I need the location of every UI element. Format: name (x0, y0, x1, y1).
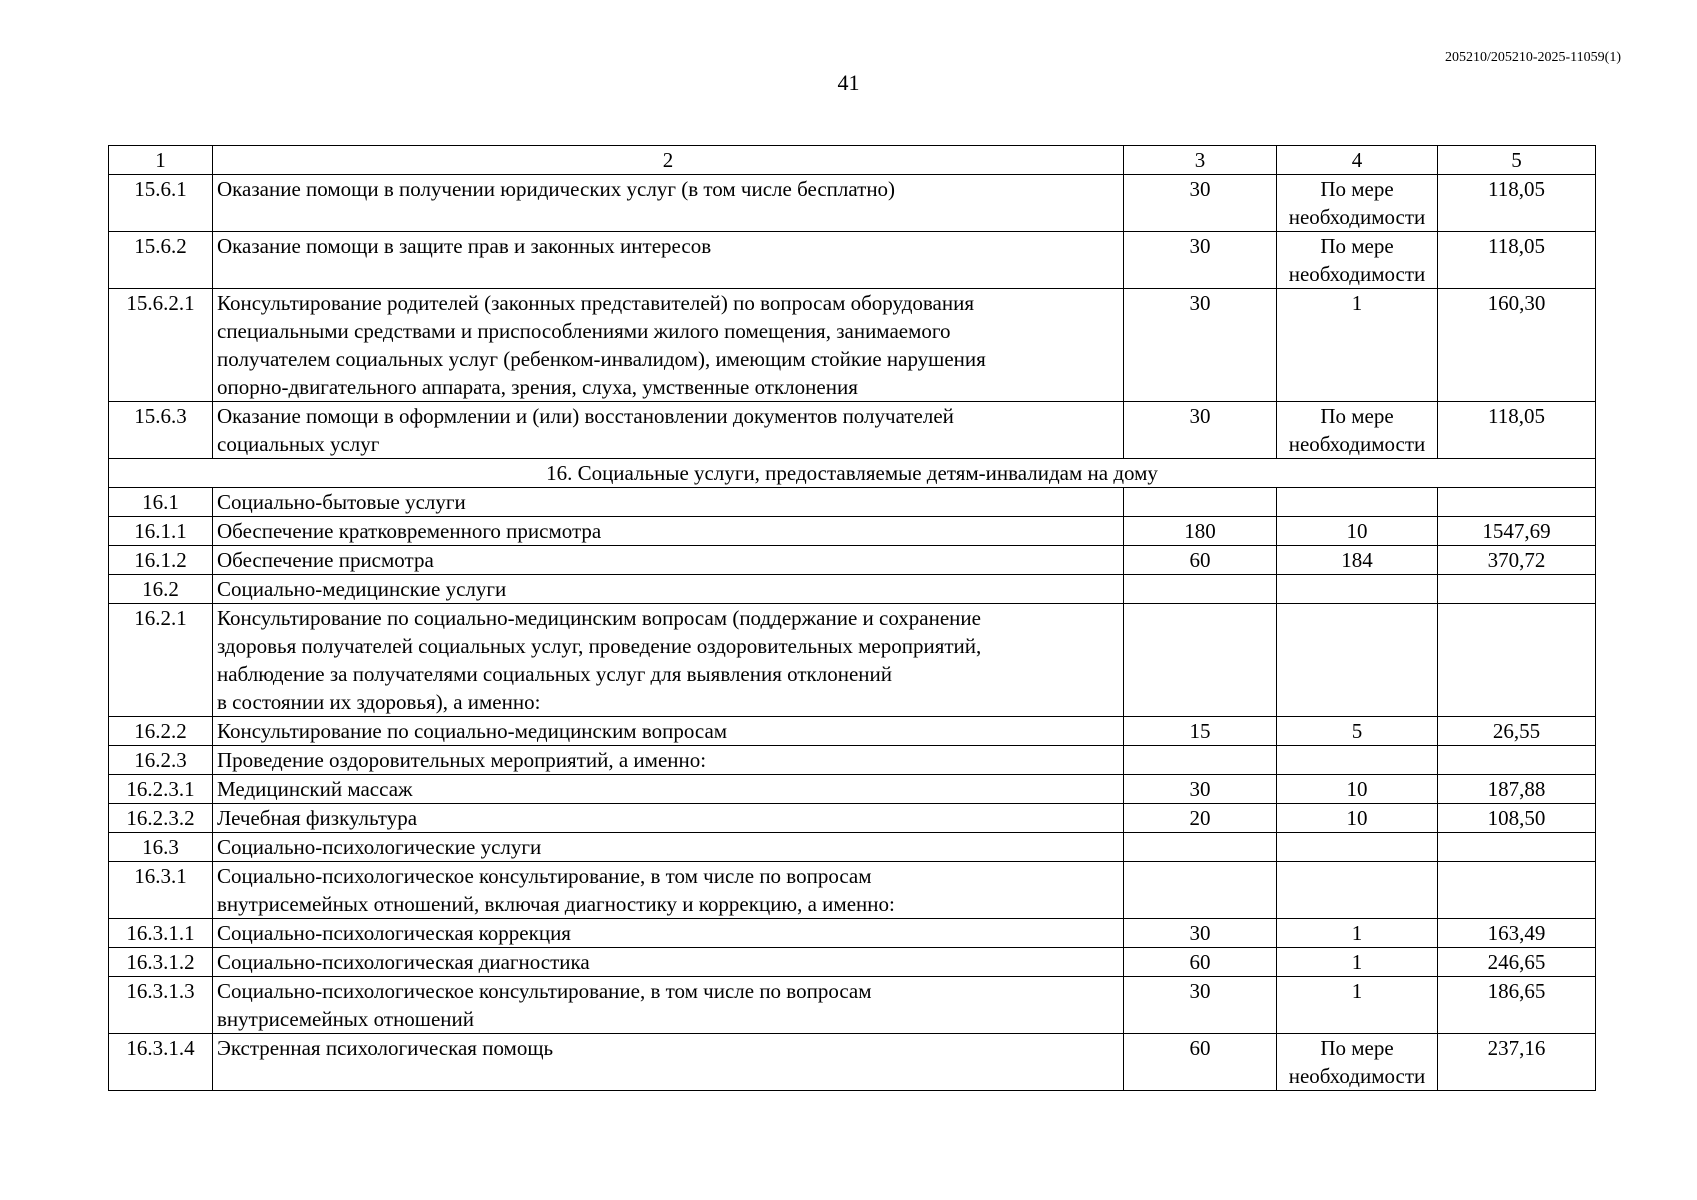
column-header-1: 1 (109, 146, 213, 175)
service-frequency-line: необходимости (1288, 205, 1426, 229)
service-name-line: здоровья получателей социальных услуг, проведение оздоровительных мероприятий, (217, 634, 982, 658)
table-row (109, 862, 1596, 919)
service-frequency-line: 10 (1346, 777, 1368, 801)
service-name-line: специальными средствами и приспособлениями жилого помещения, занимаемого (217, 319, 951, 343)
service-code: 15.6.2 (109, 232, 213, 289)
service-time (1124, 488, 1277, 517)
service-frequency (1277, 575, 1438, 604)
service-frequency (1277, 977, 1438, 1034)
service-time: 60 (1124, 1034, 1277, 1091)
service-name-line: Обеспечение кратковременного присмотра (217, 519, 602, 543)
services-table (108, 145, 1596, 1091)
service-name-line: Социально-психологические услуги (217, 835, 542, 859)
service-name-line: внутрисемейных отношений, включая диагностику и коррекцию, а именно: (217, 892, 895, 916)
service-name-line: Консультирование родителей (законных представителей) по вопросам оборудования (217, 291, 974, 315)
service-frequency (1277, 948, 1438, 977)
table-body (109, 146, 1596, 1091)
service-name (213, 175, 1124, 232)
column-header-4: 4 (1277, 146, 1438, 175)
service-time: 30 (1124, 977, 1277, 1034)
service-name (213, 833, 1124, 862)
service-code: 16.2.3.1 (109, 775, 213, 804)
service-code: 16.2.1 (109, 604, 213, 717)
service-frequency-line: 5 (1351, 719, 1363, 743)
service-price: 108,50 (1438, 804, 1596, 833)
service-frequency-line: 10 (1346, 519, 1368, 543)
service-time (1124, 746, 1277, 775)
service-frequency (1277, 804, 1438, 833)
service-name (213, 289, 1124, 402)
service-time: 30 (1124, 289, 1277, 402)
service-price: 118,05 (1438, 232, 1596, 289)
service-name (213, 402, 1124, 459)
service-time: 20 (1124, 804, 1277, 833)
service-frequency (1277, 1034, 1438, 1091)
service-price (1438, 604, 1596, 717)
service-name (213, 717, 1124, 746)
service-name-line: Медицинский массаж (217, 777, 413, 801)
service-frequency (1277, 488, 1438, 517)
table-row (109, 488, 1596, 517)
service-code: 16.3.1.2 (109, 948, 213, 977)
service-name-line: Социально-психологическое консультирование, в том числе по вопросам (217, 864, 872, 888)
service-price: 370,72 (1438, 546, 1596, 575)
service-frequency-line: По мере (1320, 177, 1394, 201)
table-row (109, 919, 1596, 948)
service-name (213, 232, 1124, 289)
service-name-line: Обеспечение присмотра (217, 548, 434, 572)
service-name (213, 977, 1124, 1034)
service-price (1438, 833, 1596, 862)
service-code: 16.2.3 (109, 746, 213, 775)
service-frequency (1277, 746, 1438, 775)
service-price (1438, 746, 1596, 775)
service-name-line: Оказание помощи в защите прав и законных интересов (217, 234, 712, 258)
table-row (109, 232, 1596, 289)
service-name-line: Консультирование по социально-медицинским вопросам (217, 719, 728, 743)
service-frequency-line: 10 (1346, 806, 1368, 830)
service-name-line: Проведение оздоровительных мероприятий, а именно: (217, 748, 707, 772)
service-code: 16.2.2 (109, 717, 213, 746)
service-name (213, 746, 1124, 775)
service-frequency (1277, 604, 1438, 717)
service-time (1124, 862, 1277, 919)
service-name-line: получателем социальных услуг (ребенком-инвалидом), имеющим стойкие нарушения (217, 347, 986, 371)
service-frequency-line: 1 (1351, 921, 1363, 945)
table-row (109, 402, 1596, 459)
service-frequency-line: необходимости (1288, 1064, 1426, 1088)
service-price: 237,16 (1438, 1034, 1596, 1091)
service-name-line: Социально-медицинские услуги (217, 577, 507, 601)
service-code: 16.3.1 (109, 862, 213, 919)
service-code: 16.3.1.1 (109, 919, 213, 948)
service-frequency-line: необходимости (1288, 432, 1426, 456)
table-row (109, 833, 1596, 862)
service-time: 60 (1124, 546, 1277, 575)
service-name (213, 546, 1124, 575)
service-code: 16.3.1.3 (109, 977, 213, 1034)
column-header-5: 5 (1438, 146, 1596, 175)
service-frequency-line: 1 (1351, 291, 1363, 315)
service-frequency (1277, 919, 1438, 948)
service-code: 16.1.2 (109, 546, 213, 575)
table-row (109, 775, 1596, 804)
service-name (213, 804, 1124, 833)
table-row (109, 977, 1596, 1034)
service-frequency-line: 1 (1351, 979, 1363, 1003)
service-frequency (1277, 833, 1438, 862)
service-name-line: социальных услуг (217, 432, 380, 456)
service-name (213, 948, 1124, 977)
service-name-line: в состоянии их здоровья), а именно: (217, 690, 541, 714)
service-name-line: Социально-психологическая коррекция (217, 921, 571, 945)
service-name-line: Лечебная физкультура (217, 806, 418, 830)
service-time: 60 (1124, 948, 1277, 977)
service-frequency (1277, 517, 1438, 546)
service-time (1124, 833, 1277, 862)
service-frequency (1277, 775, 1438, 804)
service-time: 30 (1124, 175, 1277, 232)
service-frequency-line: По мере (1320, 404, 1394, 428)
service-name-line: Социально-психологическая диагностика (217, 950, 590, 974)
service-price: 186,65 (1438, 977, 1596, 1034)
service-price: 1547,69 (1438, 517, 1596, 546)
service-name-line: Оказание помощи в оформлении и (или) восстановлении документов получателей (217, 404, 954, 428)
service-name-line: Консультирование по социально-медицинским вопросам (поддержание и сохранение (217, 606, 981, 630)
table-row (109, 546, 1596, 575)
service-name-line: опорно-двигательного аппарата, зрения, слуха, умственные отклонения (217, 375, 858, 399)
service-name-line: Социально-бытовые услуги (217, 490, 466, 514)
section-title: 16. Социальные услуги, предоставляемые детям-инвалидам на дому (109, 459, 1596, 488)
service-price: 187,88 (1438, 775, 1596, 804)
column-header-3: 3 (1124, 146, 1277, 175)
table-row (109, 1034, 1596, 1091)
service-name-line: Экстренная психологическая помощь (217, 1036, 554, 1060)
service-price: 118,05 (1438, 175, 1596, 232)
service-name (213, 604, 1124, 717)
table-row (109, 289, 1596, 402)
table-row (109, 604, 1596, 717)
service-time: 30 (1124, 232, 1277, 289)
service-name (213, 575, 1124, 604)
service-name (213, 862, 1124, 919)
service-price (1438, 488, 1596, 517)
service-frequency (1277, 546, 1438, 575)
service-price: 160,30 (1438, 289, 1596, 402)
service-name-line: Оказание помощи в получении юридических услуг (в том числе бесплатно) (217, 177, 896, 201)
document-id: 205210/205210-2025-11059(1) (1444, 50, 1621, 65)
service-code: 16.1.1 (109, 517, 213, 546)
service-price (1438, 862, 1596, 919)
service-name (213, 775, 1124, 804)
service-name-line: внутрисемейных отношений (217, 1007, 475, 1031)
service-name (213, 919, 1124, 948)
service-time: 30 (1124, 402, 1277, 459)
table-row (109, 575, 1596, 604)
table-row (109, 517, 1596, 546)
service-name-line: наблюдение за получателями социальных услуг для выявления отклонений (217, 662, 892, 686)
service-name-line: Социально-психологическое консультирование, в том числе по вопросам (217, 979, 872, 1003)
service-code: 15.6.1 (109, 175, 213, 232)
service-frequency-line: По мере (1320, 234, 1394, 258)
service-price: 163,49 (1438, 919, 1596, 948)
service-frequency-line: необходимости (1288, 262, 1426, 286)
service-frequency-line: По мере (1320, 1036, 1394, 1060)
service-code: 16.2 (109, 575, 213, 604)
service-time: 15 (1124, 717, 1277, 746)
section-row (109, 459, 1596, 488)
service-frequency (1277, 289, 1438, 402)
service-code: 15.6.3 (109, 402, 213, 459)
service-time (1124, 575, 1277, 604)
table-row (109, 717, 1596, 746)
service-time: 180 (1124, 517, 1277, 546)
table-row (109, 804, 1596, 833)
service-price: 118,05 (1438, 402, 1596, 459)
service-time: 30 (1124, 919, 1277, 948)
service-price: 26,55 (1438, 717, 1596, 746)
column-header-row (109, 146, 1596, 175)
service-frequency (1277, 862, 1438, 919)
service-frequency (1277, 232, 1438, 289)
service-code: 16.1 (109, 488, 213, 517)
service-code: 15.6.2.1 (109, 289, 213, 402)
column-header-2: 2 (213, 146, 1124, 175)
service-frequency (1277, 717, 1438, 746)
service-time: 30 (1124, 775, 1277, 804)
service-code: 16.3.1.4 (109, 1034, 213, 1091)
service-frequency (1277, 175, 1438, 232)
service-price (1438, 575, 1596, 604)
table-row (109, 175, 1596, 232)
service-price: 246,65 (1438, 948, 1596, 977)
service-frequency (1277, 402, 1438, 459)
service-code: 16.3 (109, 833, 213, 862)
service-frequency-line: 184 (1341, 548, 1373, 572)
service-name (213, 488, 1124, 517)
page-number: 41 (837, 70, 860, 95)
service-time (1124, 604, 1277, 717)
table-row (109, 948, 1596, 977)
service-name (213, 1034, 1124, 1091)
service-code: 16.2.3.2 (109, 804, 213, 833)
service-frequency-line: 1 (1351, 950, 1363, 974)
table-row (109, 746, 1596, 775)
service-name (213, 517, 1124, 546)
